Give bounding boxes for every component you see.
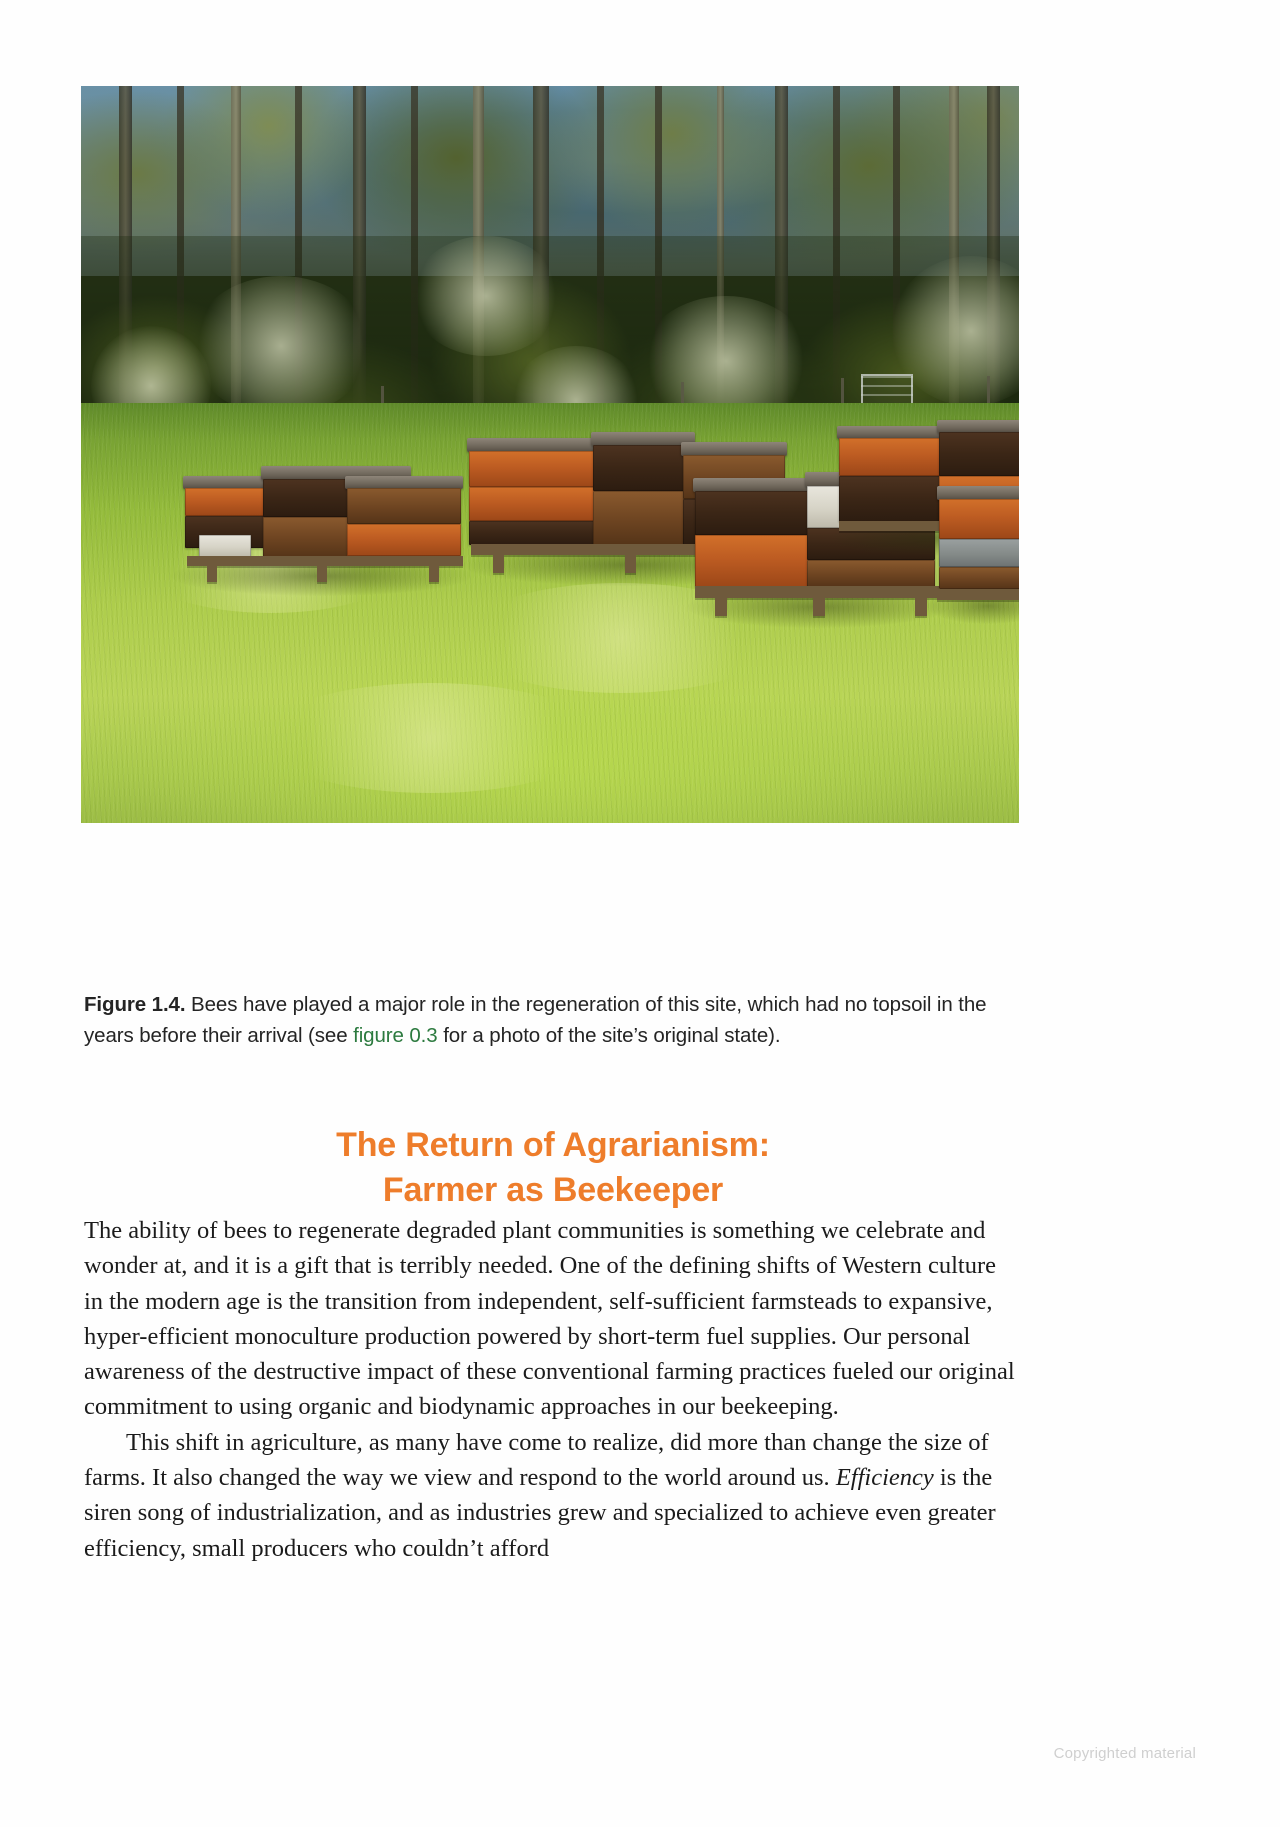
paragraph-2-part-2: is the siren song of industrialization, and as industries grew and specialized to achieve even greater efficiency, small producers who couldn’t afford xyxy=(84,1464,996,1562)
paragraph-2-emphasis: Efficiency xyxy=(835,1464,934,1492)
figure-caption xyxy=(84,989,1022,1051)
paragraph-2-part-1: This shift in agriculture, as many have come to realize, did more than change the size of farms. It also changed the way we view and respond to the world around us. xyxy=(84,1428,989,1492)
paragraph-2 xyxy=(84,1425,1016,1566)
figure-caption-text-after: for a photo of the site’s original state). xyxy=(437,1024,781,1047)
body-copy xyxy=(84,1213,1016,1566)
paragraph-1: The ability of bees to regenerate degraded plant communities is something we celebrate and wonder at, and it is a gift that is terribly needed. One of the defining shifts of Western culture in the modern age is the transition from independent, self-sufficient farmsteads to expansive, hyper-efficient monoculture production powered by short-term fuel supplies. Our personal awareness of the destructive impact of these conventional farming practices fueled our original commitment to using organic and biodynamic approaches in our beekeeping. xyxy=(84,1217,1015,1421)
section-heading-line-2: Farmer as Beekeeper xyxy=(382,1170,724,1209)
figure-crossreference-link[interactable]: figure 0.3 xyxy=(353,1024,438,1047)
hive-cluster-right-front xyxy=(937,478,1019,628)
apiary-photograph xyxy=(81,86,1019,823)
figure-caption-label: Figure 1.4. xyxy=(84,993,186,1016)
hive-cluster-left xyxy=(177,438,467,588)
figure-caption-text-before: Bees have played a major role in the regeneration of this site, which had no topsoil in the years before their arrival (see xyxy=(84,993,987,1047)
section-heading-line-1: The Return of Agrarianism: xyxy=(336,1125,770,1164)
copyright-notice: Copyrighted material xyxy=(1053,1745,1196,1762)
figure-image xyxy=(81,86,1019,823)
section-heading xyxy=(84,1123,1022,1213)
